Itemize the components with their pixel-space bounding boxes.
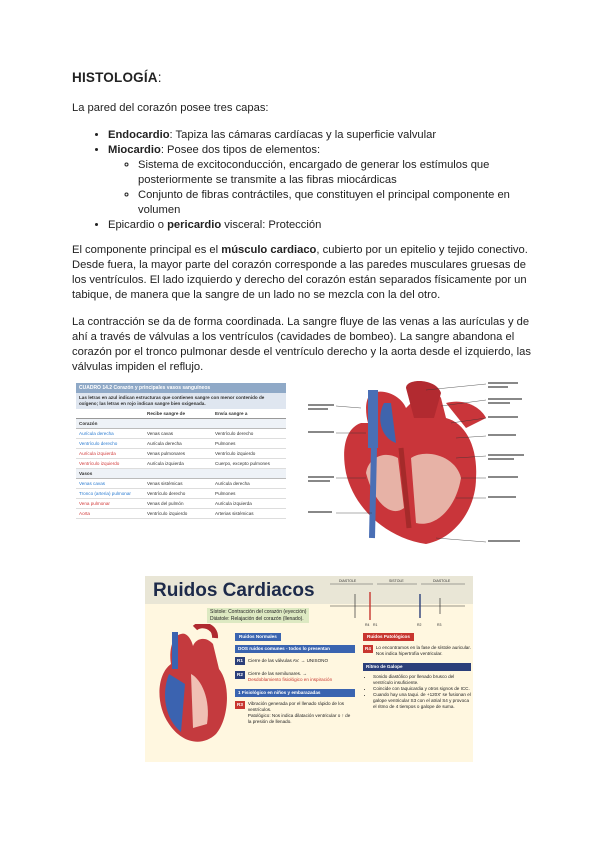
table-section: Corazón [76,419,286,429]
miocardio-sublist [108,158,532,218]
table-row: Aurícula derecha Venas cavas Ventrículo derecho [76,429,286,439]
table-row: Aorta Ventrículo izquierdo Arterias sistémicas [76,509,286,519]
heart-anatomy-illustration [306,378,541,546]
ruidos-cardiacos-infographic [145,576,473,762]
table-header: Recibe sangre de Envía sangre a [76,409,286,419]
list-item-endocardio: • Endocardio: Tapiza las cámaras cardíacas y la superficie valvular [108,128,532,143]
paragraph-muscle: El componente principal es el músculo cardiaco, cubierto por un epitelio y tejido conectivo. Desde fuera, la mayor parte del corazón corresponde a las paredes musculares gruesas de los ventrículos. El lado izquierdo y derecho del corazón están separados físicamente por un tabique, de manera que la sangre de un lado no se mezcla con la del otro. [72,244,528,301]
phase-label: DIASTOLE [433,579,451,583]
phase-label: SISTOLE [389,579,404,583]
table-section: Vasos [76,469,286,479]
patologicos-section: Ruidos Patológicos R4 Lo encontramos en la fase de sístole auricular. Nos indica hipertrofia ventricular. Ritmo de Galope • Sonido diastólico por llenado brusco del ventrículo insuficiente. • Coincide con taquicardia y otros signos de ICC. • Cuando hay una taqui. de +120X' se fusionan el galope ventricular S3 con el atrial S4 y provoca el ritmo de 4 tiempos o galope de suma. [363,633,471,710]
sub-item: ◦ Sistema de excitoconducción, encargado de generar los estímulos que posteriormente se transmite a las fibras miocárdicas [138,158,532,188]
list-item-epicardio: • Epicardio o pericardio visceral: Protección [108,218,532,233]
sound-label: R2 [417,623,422,627]
figures-row [76,378,536,546]
heading-colon: : [157,70,162,85]
blood-vessels-table [76,383,286,544]
normales-section: Ruidos Normales DOS ruidos comunes - todos lo presentan R1 Cierre de las válvulas AV. → UNISONO R2 Cierre de las semilunares. → Desdoblamiento fisiológico en inspiración 1 Fisiológico en niños y embarazadas R3 Vibración generada por el llenado rápido de los ventrículos. Patológico: Nos indica dilatación ventricular o ↑ de la presión de llenado. [235,633,355,725]
galope-list: • Sonido diastólico por llenado brusco del ventrículo insuficiente. • Coincide con taquicardia y otros signos de ICC. • Cuando hay una taqui. de +120X' se fusionan el galope ventricular S3 con el atrial S4 y provoca el ritmo de 4 tiempos o galope de suma. [363,674,471,710]
table-row: Tronco (arteria) pulmonar Ventrículo derecho Pulmones [76,489,286,499]
infographic-title: Ruidos Cardiacos [153,580,315,601]
intro-paragraph: La pared del corazón posee tres capas: [72,102,269,114]
sub-item: ◦ Conjunto de fibras contráctiles, que constituyen el principal componente en volumen [138,188,532,218]
heading-title: HISTOLOGÍA [72,70,158,85]
definitions: Sístole: Contracción del corazón (eyección) Diástole: Relajación del corazón (llenado). [207,608,309,623]
phase-diagram [325,578,470,628]
section-heading [72,70,532,85]
table-row: Ventrículo derecho Aurícula derecha Pulmones [76,439,286,449]
sound-label: R4 [365,623,370,627]
document-page [72,70,532,387]
table-row: Aurícula izquierda Venas pulmonares Ventrículo izquierdo [76,449,286,459]
heart-diagram [151,624,233,754]
sound-label: R1 [373,623,378,627]
phase-label: DIASTOLE [339,579,357,583]
table-row: Venas cavas Venas sistémicas Aurícula derecha [76,479,286,489]
list-item-miocardio: • Miocardio: Posee dos tipos de elementos: ◦ Sistema de excitoconducción, encargado de generar los estímulos que posteriormente se transmite a las fibras miocárdicas ◦ Conjunto de fibras contráctiles, que constituyen el principal componente en volumen [108,143,532,218]
table-row: Ventrículo izquierdo Aurícula izquierda Cuerpo, excepto pulmones [76,459,286,469]
table-subtitle: Las letras en azul indican estructuras que contienen sangre con menor contenido de oxígeno; las letras en rojo indican sangre bien oxigenada. [76,393,286,409]
sound-label: R3 [437,623,442,627]
table-row: Vena pulmonar Venas del pulmón Aurícula izquierda [76,499,286,509]
table-title: CUADRO 14.2 Corazón y principales vasos sanguíneos [76,383,286,393]
layers-list [72,128,532,233]
paragraph-contraction: La contracción se da de forma coordinada. La sangre fluye de las venas a las aurículas y de ahí a través de válvulas a los ventrículos (cavidades de bombeo). La sangre abandona el corazón por el tronco pulmonar desde el ventrículo derecho y la aorta desde el izquierdo, las válvulas impiden el reflujo. [72,316,531,373]
